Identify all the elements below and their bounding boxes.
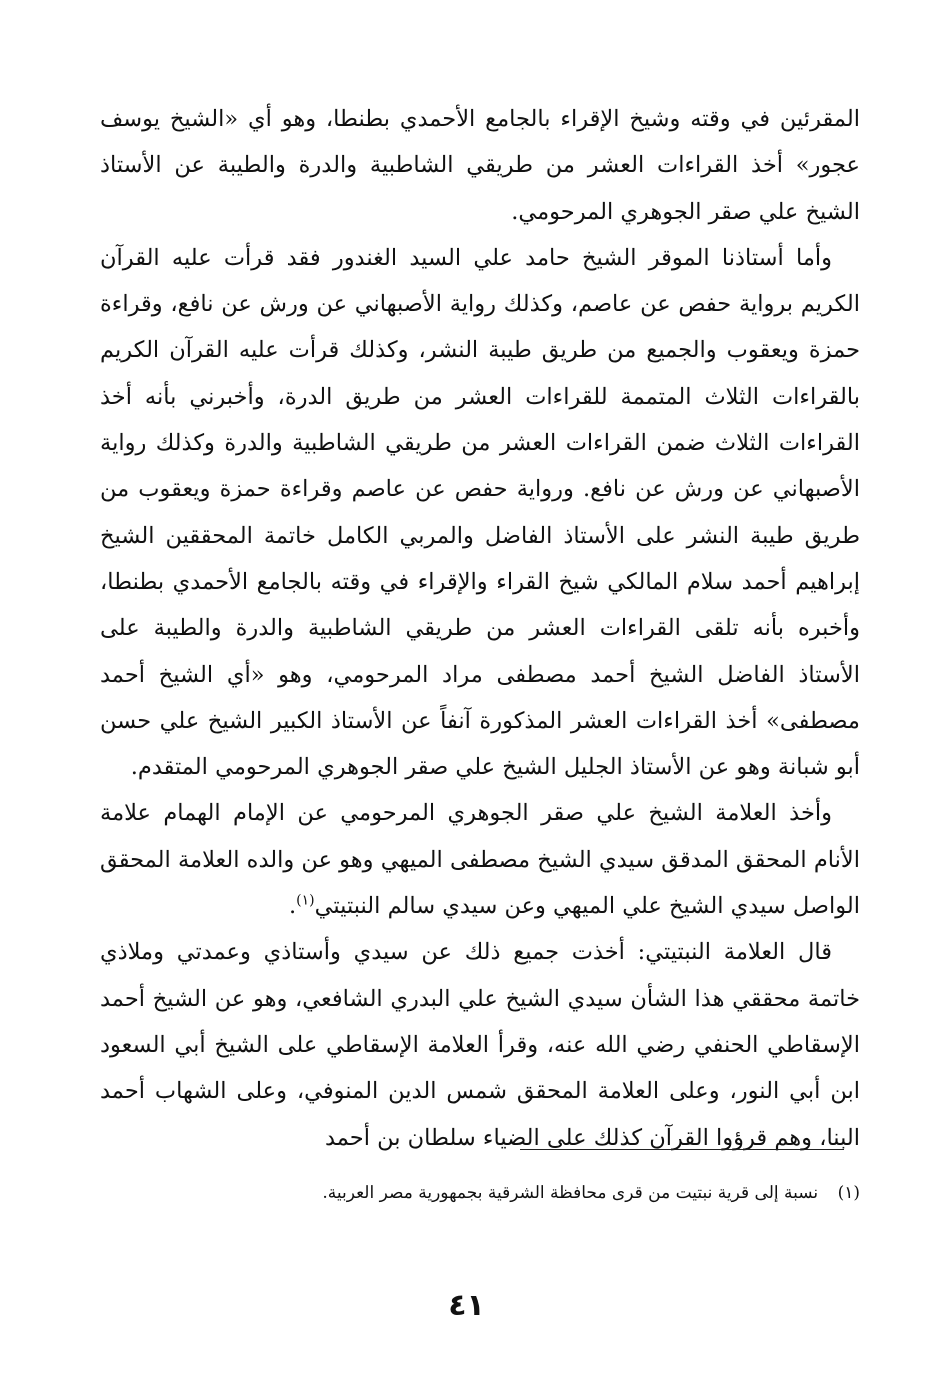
footnote-divider (520, 1149, 844, 1150)
paragraph-4 (100, 929, 860, 1160)
paragraph-2 (100, 235, 860, 791)
paragraph-1-text: المقرئين في وقته وشيخ الإقراء بالجامع الأحمدي بطنطا، وهو أي «الشيخ يوسف عجور» أخذ القراءات العشر من طريقي الشاطبية والدرة والطيبة عن الأستاذ الشيخ علي صقر الجوهري المرحومي. (100, 106, 860, 225)
paragraph-3-text: وأخذ العلامة الشيخ علي صقر الجوهري المرحومي عن الإمام الهمام علامة الأنام المحقق المدقق سيدي الشيخ مصطفى الميهي وهو عن والده العلامة المحقق الواصل سيدي الشيخ علي الميهي وعن سيدي سالم النبتيتي (100, 800, 860, 920)
footnote-text: نسبة إلى قرية نبتيت من قرى محافظة الشرقية بجمهورية مصر العربية. (322, 1183, 819, 1203)
paragraph-2-text: وأما أستاذنا الموقر الشيخ حامد علي السيد الغندور فقد قرأت عليه القرآن الكريم برواية حفص عن عاصم، وكذلك رواية الأصبهاني عن ورش عن نافع، وقراءة حمزة ويعقوب والجميع من طريق طيبة النشر، وكذلك قرأت عليه القرآن الكريم بالقراءات الثلاث المتممة للقراءات العشر من طريق الدرة، وأخبرني بأنه أخذ القراءات الثلاث ضمن القراءات العشر من طريقي الشاطبية والدرة وكذلك رواية الأصبهاني عن ورش عن نافع. ورواية حفص عن عاصم وقراءة حمزة ويعقوب من طريق طيبة النشر على الأستاذ الفاضل والمربي الكامل خاتمة المحققين الشيخ إبراهيم أحمد سلام المالكي شيخ القراء والإقراء في وقته بالجامع الأحمدي بطنطا، وأخبره بأنه تلقى القراءات العشر من طريقي الشاطبية والدرة والطيبة على الأستاذ الفاضل الشيخ أحمد مصطفى مراد المرحومي، وهو «أي الشيخ أحمد مصطفى» أخذ القراءات العشر المذكورة آنفاً عن الأستاذ الكبير الشيخ علي حسن أبو شبانة وهو عن الأستاذ الجليل الشيخ علي صقر الجوهري المرحومي المتقدم. (100, 244, 860, 781)
footnote-number: (١) (837, 1183, 860, 1203)
page-number: ٤١ (448, 1288, 485, 1323)
paragraph-3 (100, 790, 860, 929)
main-text (100, 96, 860, 1161)
paragraph-1 (100, 96, 860, 235)
paragraph-4-text: قال العلامة النبتيتي: أخذت جميع ذلك عن سيدي وأستاذي وعمدتي وملاذي خاتمة محققي هذا الشأن سيدي الشيخ علي البدري الشافعي، وهو عن الشيخ أحمد الإسقاطي الحنفي رضي الله عنه، وقرأ العلامة الإسقاطي على الشيخ أبي السعود ابن أبي النور، وعلى العلامة المحقق شمس الدين المنوفي، وعلى الشهاب أحمد البنا، وهم قرؤوا القرآن كذلك على الضياء سلطان بن أحمد (100, 939, 860, 1151)
paragraph-3-end: . (288, 893, 297, 920)
footnote-reference: (١) (296, 892, 315, 909)
footnote (100, 1178, 860, 1208)
